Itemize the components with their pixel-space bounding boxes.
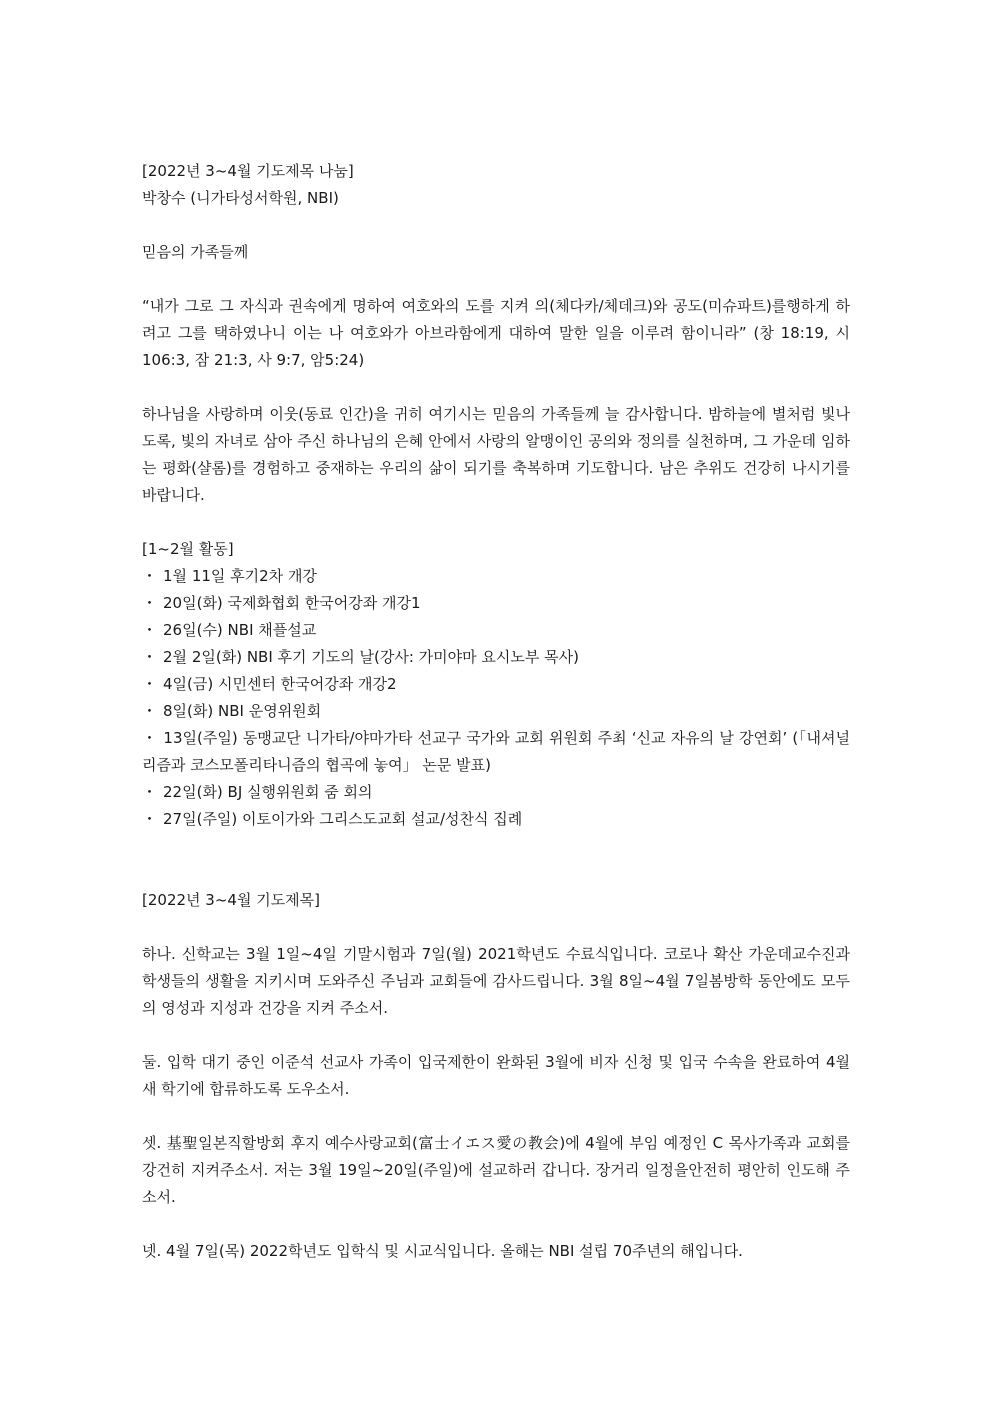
list-item xyxy=(142,806,850,833)
spacer xyxy=(142,914,850,941)
list-item-text: 1월 11일 후기2차 개강 xyxy=(163,567,317,585)
bullet-icon: ・ xyxy=(142,810,158,828)
bullet-icon: ・ xyxy=(142,648,158,666)
list-item xyxy=(142,725,850,779)
scripture-quote: “내가 그로 그 자식과 권속에게 명하여 여호와의 도를 지켜 의(체다카/체데크)와 공도(미슈파트)를행하게 하려고 그를 택하였나니 이는 나 여호와가 아브라함에게 대하여 말한 일을 이루려 함이니라” (창 18:19, 시 106:3, 잠 21:3, 사 9:7, 암5:24) xyxy=(142,297,850,369)
list-item-text: 4일(금) 시민센터 한국어강좌 개강2 xyxy=(163,675,397,693)
spacer xyxy=(142,833,850,887)
list-item-text: 13일(주일) 동맹교단 니가타/야마가타 선교구 국가와 교회 위원회 주최 ‘신교 자유의 날 강연회’ (「내셔널리즘과 코스모폴리타니즘의 협곡에 놓여」 논문 발표) xyxy=(142,729,850,774)
activities-list xyxy=(142,563,850,833)
list-item xyxy=(142,617,850,644)
spacer xyxy=(142,1022,850,1049)
list-item-text: 8일(화) NBI 운영위원회 xyxy=(163,702,322,720)
list-item-text: 2월 2일(화) NBI 후기 기도의 날(강사: 가미야마 요시노부 목사) xyxy=(163,648,579,666)
spacer xyxy=(142,266,850,293)
bullet-icon: ・ xyxy=(142,783,158,801)
prayer-item-3: 셋. 基聖일본직할방회 후지 예수사랑교회(富士イエス愛の教会)에 4월에 부임 예정인 C 목사가족과 교회를 강건히 지켜주소서. 저는 3월 19일~20일(주일)에 설교하러 갑니다. 장거리 일정을안전히 평안히 인도해 주소서. xyxy=(142,1134,850,1206)
document-title: [2022년 3~4월 기도제목 나눔] xyxy=(142,162,354,180)
bullet-icon: ・ xyxy=(142,567,158,585)
prayer-item-4: 넷. 4월 7일(목) 2022학년도 입학식 및 시교식입니다. 올해는 NBI 설립 70주년의 해입니다. xyxy=(142,1242,743,1260)
spacer xyxy=(142,1103,850,1130)
prayer-item-2: 둘. 입학 대기 중인 이준석 선교사 가족이 입국제한이 완화된 3월에 비자 신청 및 입국 수속을 완료하여 4월 새 학기에 합류하도록 도우소서. xyxy=(142,1053,850,1098)
bullet-icon: ・ xyxy=(142,675,158,693)
intro-paragraph: 하나님을 사랑하며 이웃(동료 인간)을 귀히 여기시는 믿음의 가족들께 늘 감사합니다. 밤하늘에 별처럼 빛나도록, 빛의 자녀로 삼아 주신 하나님의 은혜 안에서 사랑의 알맹이인 공의와 정의를 실천하며, 그 가운데 임하는 평화(샬롬)를 경험하고 중재하는 우리의 삶이 되기를 축복하며 기도합니다. 남은 추위도 건강히 나시기를 바랍니다. xyxy=(142,405,850,504)
bullet-icon: ・ xyxy=(142,729,158,747)
spacer xyxy=(142,1211,850,1238)
greeting: 믿음의 가족들께 xyxy=(142,243,249,261)
bullet-icon: ・ xyxy=(142,702,158,720)
list-item-text: 27일(주일) 이토이가와 그리스도교회 설교/성찬식 집례 xyxy=(163,810,523,828)
bullet-icon: ・ xyxy=(142,621,158,639)
list-item-text: 22일(화) BJ 실행위원회 줌 회의 xyxy=(163,783,373,801)
prayer-item-1: 하나. 신학교는 3월 1일~4일 기말시험과 7일(월) 2021학년도 수료식입니다. 코로나 확산 가운데교수진과 학생들의 생활을 지키시며 도와주신 주님과 교회들에 감사드립니다. 3월 8일~4월 7일봄방학 동안에도 모두의 영성과 지성과 건강을 지켜 주소서. xyxy=(142,945,850,1017)
list-item-text: 20일(화) 국제화협회 한국어강좌 개강1 xyxy=(163,594,421,612)
list-item xyxy=(142,779,850,806)
spacer xyxy=(142,212,850,239)
list-item-text: 26일(수) NBI 채플설교 xyxy=(163,621,317,639)
list-item xyxy=(142,590,850,617)
author-line: 박창수 (니가타성서학원, NBI) xyxy=(142,189,339,207)
spacer xyxy=(142,509,850,536)
list-item xyxy=(142,671,850,698)
prayer-heading: [2022년 3~4월 기도제목] xyxy=(142,891,321,909)
spacer xyxy=(142,374,850,401)
bullet-icon: ・ xyxy=(142,594,158,612)
document-body xyxy=(142,158,850,1265)
list-item xyxy=(142,563,850,590)
list-item xyxy=(142,644,850,671)
activities-heading: [1~2월 활동] xyxy=(142,540,234,558)
list-item xyxy=(142,698,850,725)
